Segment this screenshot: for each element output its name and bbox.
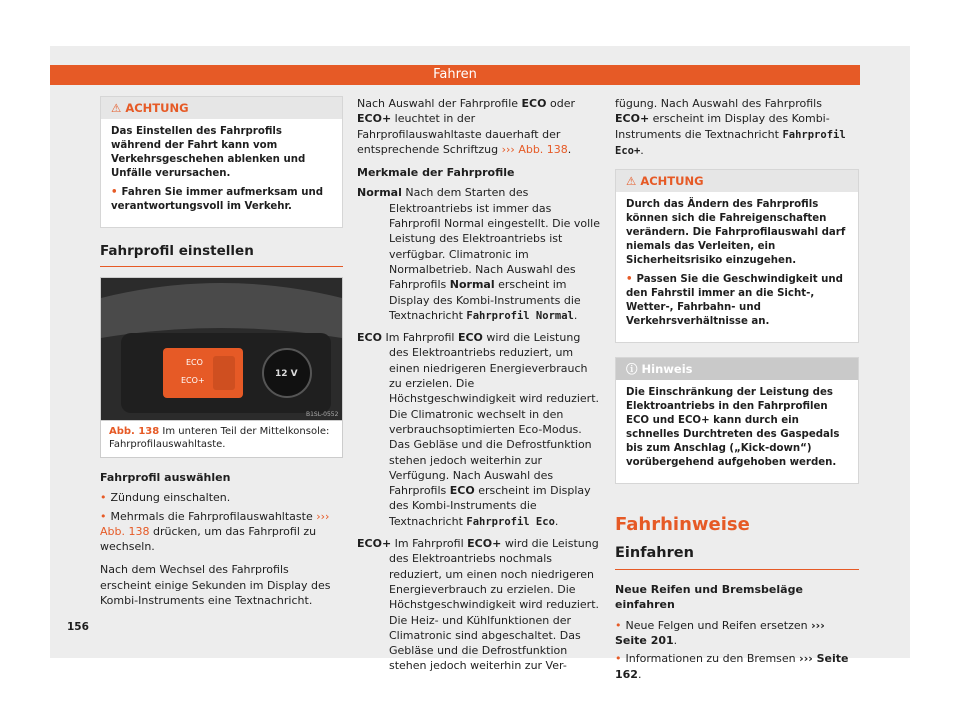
- caption-ref: Abb. 138: [109, 426, 160, 437]
- sub-heading: Merkmale der Fahrprofile: [357, 166, 515, 180]
- bullet-icon: •: [100, 509, 107, 523]
- caption-text: Im unteren Teil der Mittelkonsole: Fahrprofilauswahltaste.: [109, 426, 330, 450]
- column-left: [100, 96, 343, 616]
- intro-text: Nach Auswahl der Fahrprofile: [357, 97, 519, 110]
- page-link[interactable]: ››› Seite 201: [615, 618, 825, 648]
- info-icon: ⓘ: [626, 362, 638, 377]
- paragraph: Nach dem Wechsel des Fahrprofils erscheint einige Sekunden im Display des Kombi-Instruments eine Textnachricht.: [100, 563, 331, 608]
- bullet-icon: •: [615, 618, 622, 632]
- warning-icon: ⚠: [111, 101, 122, 115]
- warning-header: [616, 170, 858, 192]
- page-number: 156: [67, 621, 89, 633]
- list-item: • Informationen zu den Bremsen ››› Seite 162.: [615, 652, 849, 681]
- note-header: [616, 358, 858, 380]
- sub-heading: Fahrprofil auswählen: [100, 471, 231, 484]
- warning-icon: ⚠: [626, 174, 637, 189]
- warning-box: [100, 96, 343, 228]
- intro-text: leuchtet in der Fahrprofilauswahltaste dauerhaft der entsprechende Schriftzug: [357, 112, 561, 156]
- note-text: Die Einschränkung der Leistung des Elektroantriebs in den Fahrprofilen ECO und ECO+ kann durch ein schnelles Durchtreten des Gaspedals bis zum Anschlag („Kick-down“) vorübergehend aufgehoben werden.: [626, 387, 840, 469]
- note-body: [616, 380, 858, 483]
- definition-bold: Normal: [449, 278, 495, 292]
- definition-text: erscheint im Display des Kombi-Instruments die Textnachricht: [389, 484, 591, 528]
- list-item-text: Mehrmals die Fahrprofilauswahltaste: [110, 509, 313, 523]
- warning-box: [615, 169, 859, 343]
- definition-text: Im Fahrprofil: [394, 537, 464, 551]
- chapter-title: Fahrhinweise: [615, 514, 750, 536]
- list-item-text: Neue Felgen und Reifen ersetzen: [625, 618, 808, 632]
- definition-text: Nach dem Starten des Elektroantriebs ist immer das Fahrprofil Normal eingestellt. Die volle Leistung des Elektroantriebs ist verfügbar. Climatronic im Normalbetrieb. Nach Auswahl des Fahrprofils: [389, 186, 601, 292]
- sub-heading: Neue Reifen und Bremsbeläge einfahren: [615, 583, 803, 612]
- bullet-icon: •: [615, 652, 622, 666]
- display-message: Fahrprofil Eco: [466, 515, 555, 528]
- fig-socket-label: 12 V: [275, 369, 298, 379]
- fig-code: B1SL-0552: [306, 411, 339, 418]
- fig-eco-label: ECO: [186, 358, 203, 367]
- paragraph-bold: ECO+: [615, 112, 650, 126]
- definition-bold: ECO+: [467, 537, 502, 551]
- console-illustration: [101, 278, 342, 420]
- figure-link[interactable]: ››› Abb. 138: [100, 509, 330, 538]
- definition-text: wird die Leistung des Elektroantriebs reduziert, um einen niedrigeren Energieverbrauch zu erzielen. Die Höchstgeschwindigkeit wird reduziert. Die Climatronic wechselt in den verbrauchsoptimierten Eco-Modus. Das Gebläse und die Defrostfunktion stehen jedoch weiterhin zur Verfügung. Nach Auswahl des Fahrprofils: [389, 331, 600, 498]
- warning-body: [101, 119, 342, 227]
- definition-text: Im Fahrprofil: [385, 331, 455, 345]
- section-title: Fahrprofil einstellen: [100, 242, 343, 267]
- definition-bold: ECO: [457, 331, 483, 345]
- list-item-tail: drücken, um das Fahrprofil zu wechseln.: [100, 524, 317, 554]
- list-item-text: Informationen zu den Bremsen: [625, 652, 796, 666]
- paragraph-text: erscheint im Display des Kombi-Instruments die Textnachricht: [615, 112, 830, 141]
- warning-body: [616, 192, 858, 342]
- intro-paragraph: Nach Auswahl der Fahrprofile ECO oder ECO+ leuchtet in der Fahrprofilauswahltaste dauerhaft der entsprechende Schriftzug ››› Abb. 138.: [357, 97, 576, 156]
- warning-bullet-text: Passen Sie die Geschwindigkeit und den Fahrstil immer an die Sicht-, Wetter-, Fahrbahn- und Verkehrsverhältnisse an.: [626, 274, 843, 328]
- intro-text: oder: [550, 97, 576, 110]
- term: ECO+: [357, 537, 392, 551]
- paragraph-text: fügung. Nach Auswahl des Fahrprofils: [615, 97, 822, 110]
- definition-text: erscheint im Display des Kombi-Instruments die Textnachricht: [389, 278, 581, 322]
- figure-caption: [100, 421, 343, 458]
- page-link[interactable]: ››› Seite 162: [615, 652, 849, 681]
- figure-link[interactable]: ››› Abb. 138: [501, 142, 568, 156]
- warning-text: Durch das Ändern des Fahrprofils können sich die Fahreigenschaften verändern. Die Fahrprofilauswahl darf niemals das Verleiten, ein Sicherheitsrisiko einzugehen.: [626, 199, 846, 267]
- definition-text: wird die Leistung des Elektroantriebs nochmals reduziert, um einen noch niedrigeren Energieverbrauch zu erzielen. Die Höchstgeschwindigkeit wird reduziert. Die Heiz- und Kühlfunktionen der Climatronic sind abgeschaltet. Das Gebläse und die Defrostfunktion stehen jedoch weiterhin zur Ver-: [389, 537, 600, 673]
- figure-image: [100, 277, 343, 421]
- list-item-text: Zündung einschalten.: [110, 491, 231, 505]
- warning-label: ACHTUNG: [125, 101, 189, 115]
- column-middle: [357, 96, 602, 680]
- bullet-icon: •: [111, 187, 118, 198]
- definition-eco: ECO Im Fahrprofil ECO wird die Leistung des Elektroantriebs reduziert, um einen niedrigeren Energieverbrauch zu erzielen. Die Höchstgeschwindigkeit wird reduziert. Die Climatronic wechselt in den verbrauchsoptimierten Eco-Modus. Das Gebläse und die Defrostfunktion stehen jedoch weiterhin zur Verfügung. Nach Auswahl des Fahrprofils ECO erscheint im Display des Kombi-Instruments die Textnachricht Fahrprofil Eco.: [357, 331, 600, 528]
- definition-bold: ECO: [449, 484, 475, 498]
- bullet-icon: •: [626, 274, 633, 286]
- list-item: [100, 490, 343, 505]
- note-box: [615, 357, 859, 484]
- term: Normal: [357, 186, 402, 200]
- warning-header: [101, 97, 342, 119]
- definition-eco-plus: [357, 536, 602, 674]
- display-message: Fahrprofil Normal: [466, 309, 574, 322]
- page-header: Fahren: [50, 65, 860, 85]
- warning-bullet: [111, 186, 332, 214]
- list-item: [100, 509, 343, 555]
- bullet-icon: •: [100, 491, 107, 505]
- warning-bullet-text: Fahren Sie immer aufmerksam und verantwortungsvoll im Verkehr.: [111, 187, 324, 212]
- warning-text: Das Einstellen des Fahrprofils während der Fahrt kann vom Verkehrsgeschehen ablenken und Unfälle verursachen.: [111, 126, 306, 179]
- display-message: Fahrprofil Eco+: [615, 128, 846, 157]
- continued-paragraph: fügung. Nach Auswahl des Fahrprofils ECO+ erscheint im Display des Kombi-Instruments die Textnachricht Fahrprofil Eco+.: [615, 97, 846, 157]
- warning-label: ACHTUNG: [640, 174, 704, 189]
- list-item: • Neue Felgen und Reifen ersetzen ››› Seite 201.: [615, 618, 825, 648]
- column-right: [615, 96, 859, 685]
- term: ECO: [357, 331, 382, 345]
- eco-plus-label: ECO+: [357, 112, 392, 126]
- eco-label: ECO: [521, 97, 547, 110]
- definition-normal: Normal Nach dem Starten des Elektroantriebs ist immer das Fahrprofil Normal eingestellt. Die volle Leistung des Elektroantriebs ist verfügbar. Climatronic im Normalbetrieb. Nach Auswahl des Fahrprofils Normal erscheint im Display des Kombi-Instruments die Textnachricht Fahrprofil Normal.: [357, 186, 601, 322]
- note-label: Hinweis: [641, 362, 693, 377]
- section-title: Einfahren: [615, 543, 859, 570]
- fig-eco-plus-label: ECO+: [181, 376, 205, 385]
- warning-bullet: [626, 273, 848, 329]
